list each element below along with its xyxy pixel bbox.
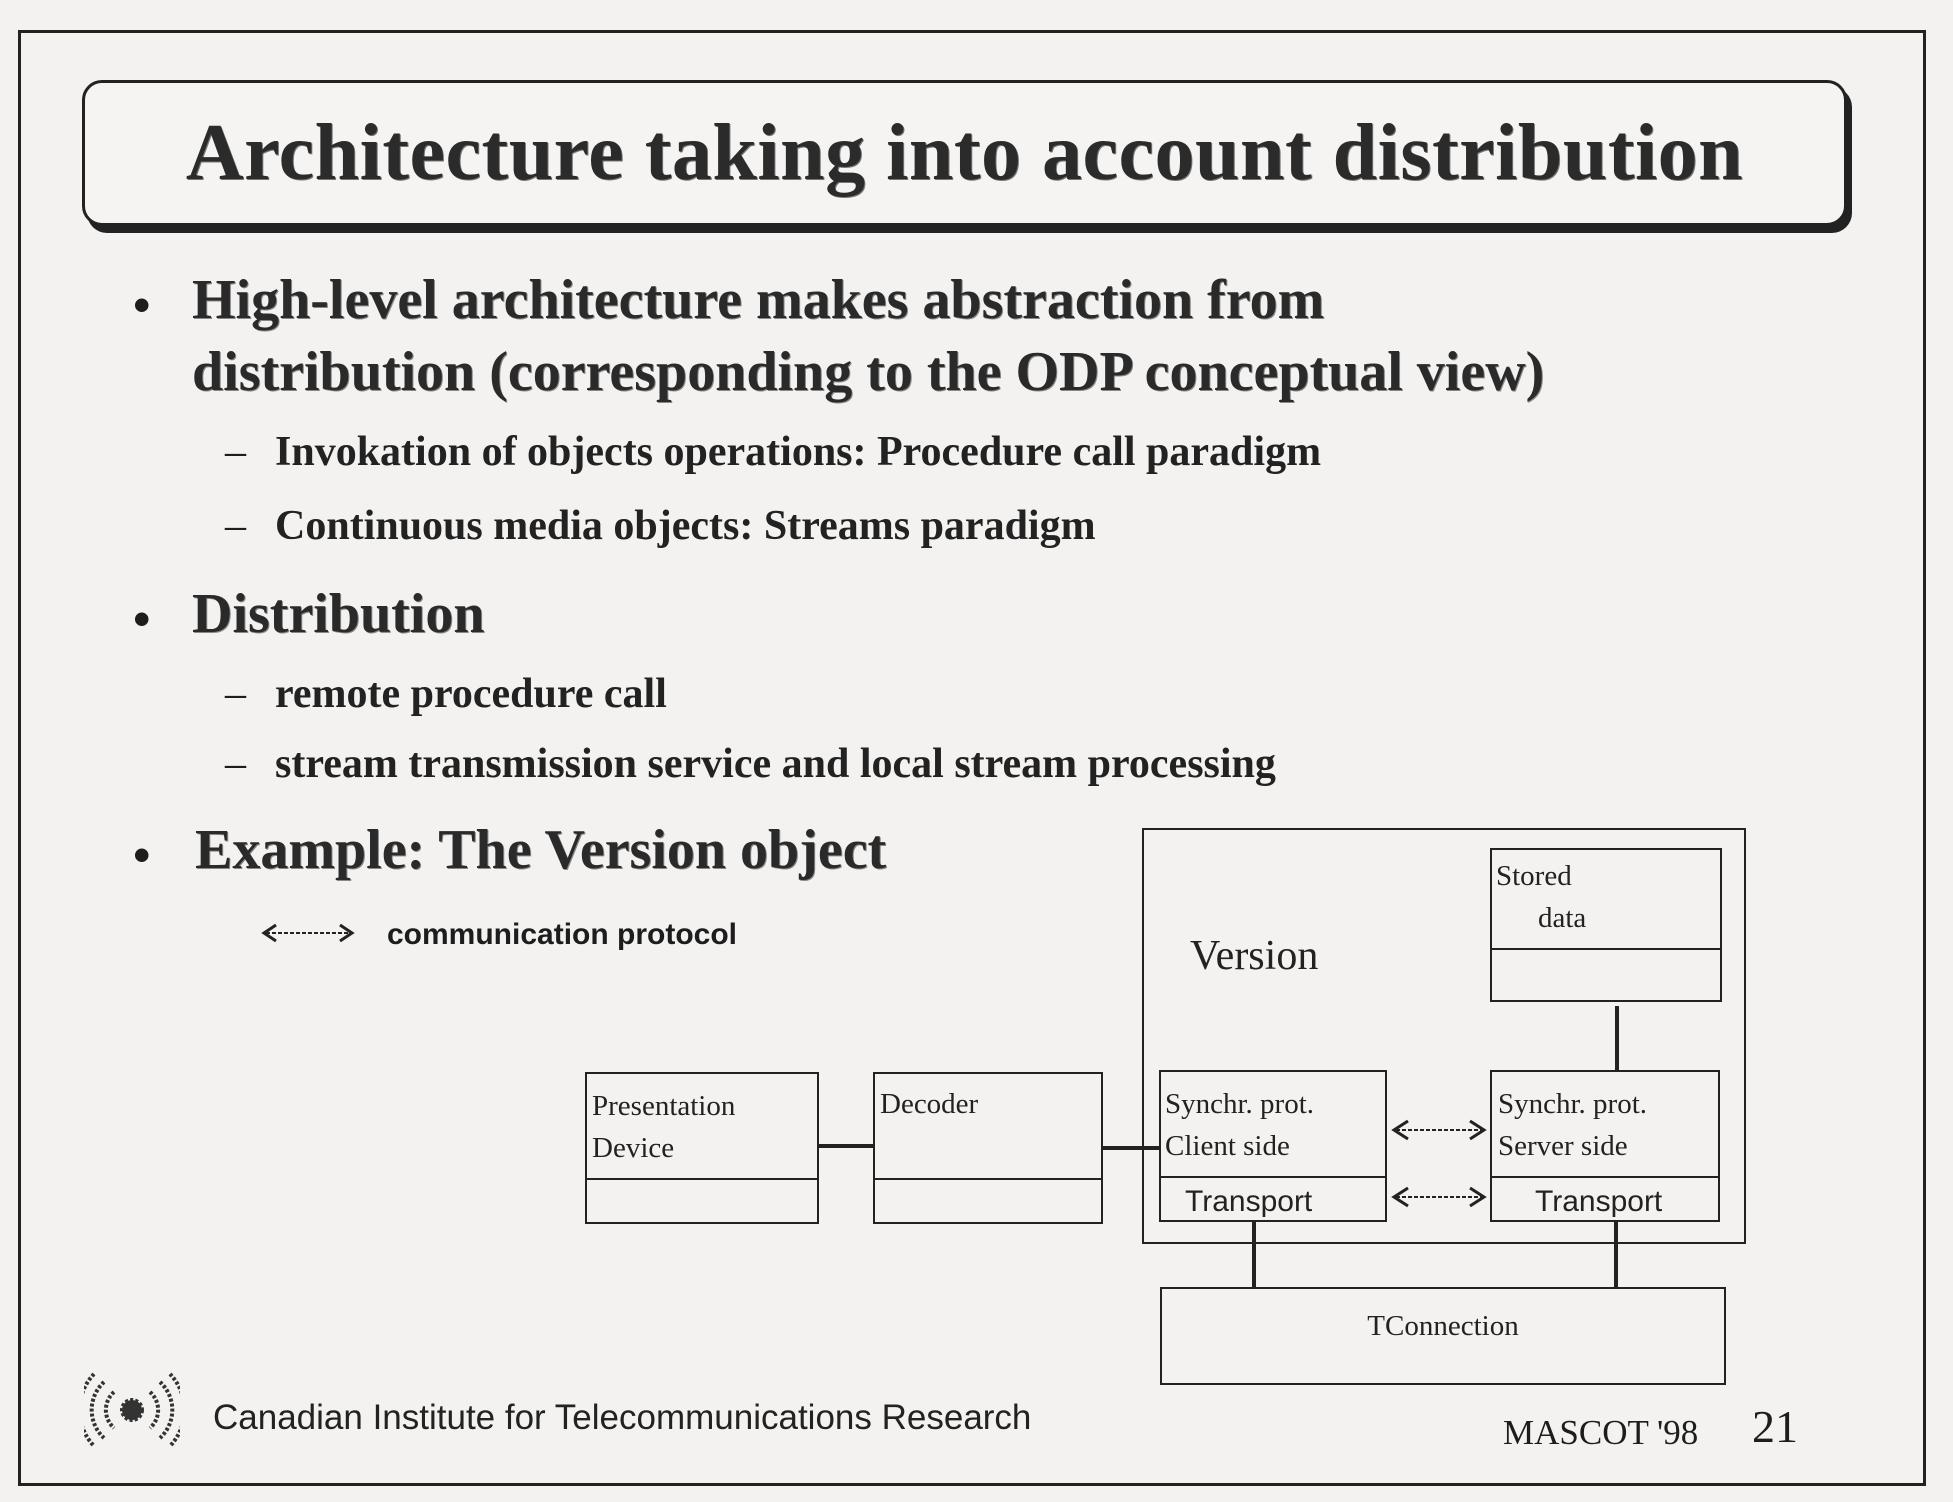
server-line-1: Synchr. prot.	[1498, 1088, 1648, 1120]
bullet-1-line-1: High-level architecture makes abstraction from	[192, 269, 1325, 331]
dash-symbol: –	[225, 429, 246, 475]
connector-line	[819, 1144, 873, 1148]
bullet-symbol: •	[133, 591, 151, 647]
connector-line	[1252, 1222, 1256, 1288]
stored-data-line-1: Stored	[1496, 860, 1572, 892]
double-arrow-icon	[258, 920, 358, 946]
page-number: 21	[1752, 1401, 1798, 1452]
protocol-arrow-icon	[1388, 1183, 1490, 1211]
presentation-line-1: Presentation	[592, 1090, 736, 1122]
bullet-symbol: •	[133, 277, 151, 333]
slide-title: Architecture taking into account distribution	[185, 108, 1744, 197]
stored-data-line-2: data	[1538, 902, 1587, 934]
bullet-symbol: •	[133, 827, 151, 883]
client-line-2: Client side	[1165, 1130, 1290, 1162]
title-box	[82, 80, 1847, 226]
client-line-1: Synchr. prot.	[1165, 1088, 1315, 1120]
legend-label: communication protocol	[387, 918, 738, 951]
dash-symbol: –	[225, 503, 246, 549]
bullet-2-sub-2: stream transmission service and local stream processing	[275, 741, 1276, 787]
server-transport-label: Transport	[1535, 1185, 1663, 1218]
bullet-3-line-1: Example: The Version object	[195, 819, 887, 881]
dash-symbol: –	[225, 741, 246, 787]
citr-logo-icon	[84, 1366, 180, 1454]
bullet-2-line-1: Distribution	[192, 583, 485, 645]
bullet-1-line-2: distribution (corresponding to the ODP conceptual view)	[192, 341, 1545, 403]
server-line-2: Server side	[1498, 1130, 1628, 1162]
connector-line	[1614, 1222, 1618, 1288]
connector-line	[1615, 1006, 1619, 1072]
divider	[1159, 1176, 1387, 1178]
tconnection-label: TConnection	[1367, 1310, 1519, 1342]
dash-symbol: –	[225, 671, 246, 717]
divider	[873, 1178, 1103, 1180]
presentation-line-2: Device	[592, 1132, 675, 1164]
footer-conference: MASCOT '98	[1503, 1413, 1699, 1452]
connector-line	[1103, 1146, 1159, 1150]
client-transport-label: Transport	[1185, 1185, 1313, 1218]
divider	[1490, 948, 1722, 950]
divider	[585, 1178, 819, 1180]
version-label: Version	[1190, 933, 1319, 979]
bullet-1-sub-1: Invokation of objects operations: Procedure call paradigm	[275, 429, 1322, 475]
bullet-2-sub-1: remote procedure call	[275, 671, 667, 717]
decoder-label: Decoder	[880, 1088, 979, 1120]
protocol-arrow-icon	[1388, 1116, 1490, 1144]
bullet-1-sub-2: Continuous media objects: Streams paradigm	[275, 503, 1096, 549]
divider	[1490, 1176, 1720, 1178]
footer-institute: Canadian Institute for Telecommunications Research	[213, 1398, 1032, 1437]
